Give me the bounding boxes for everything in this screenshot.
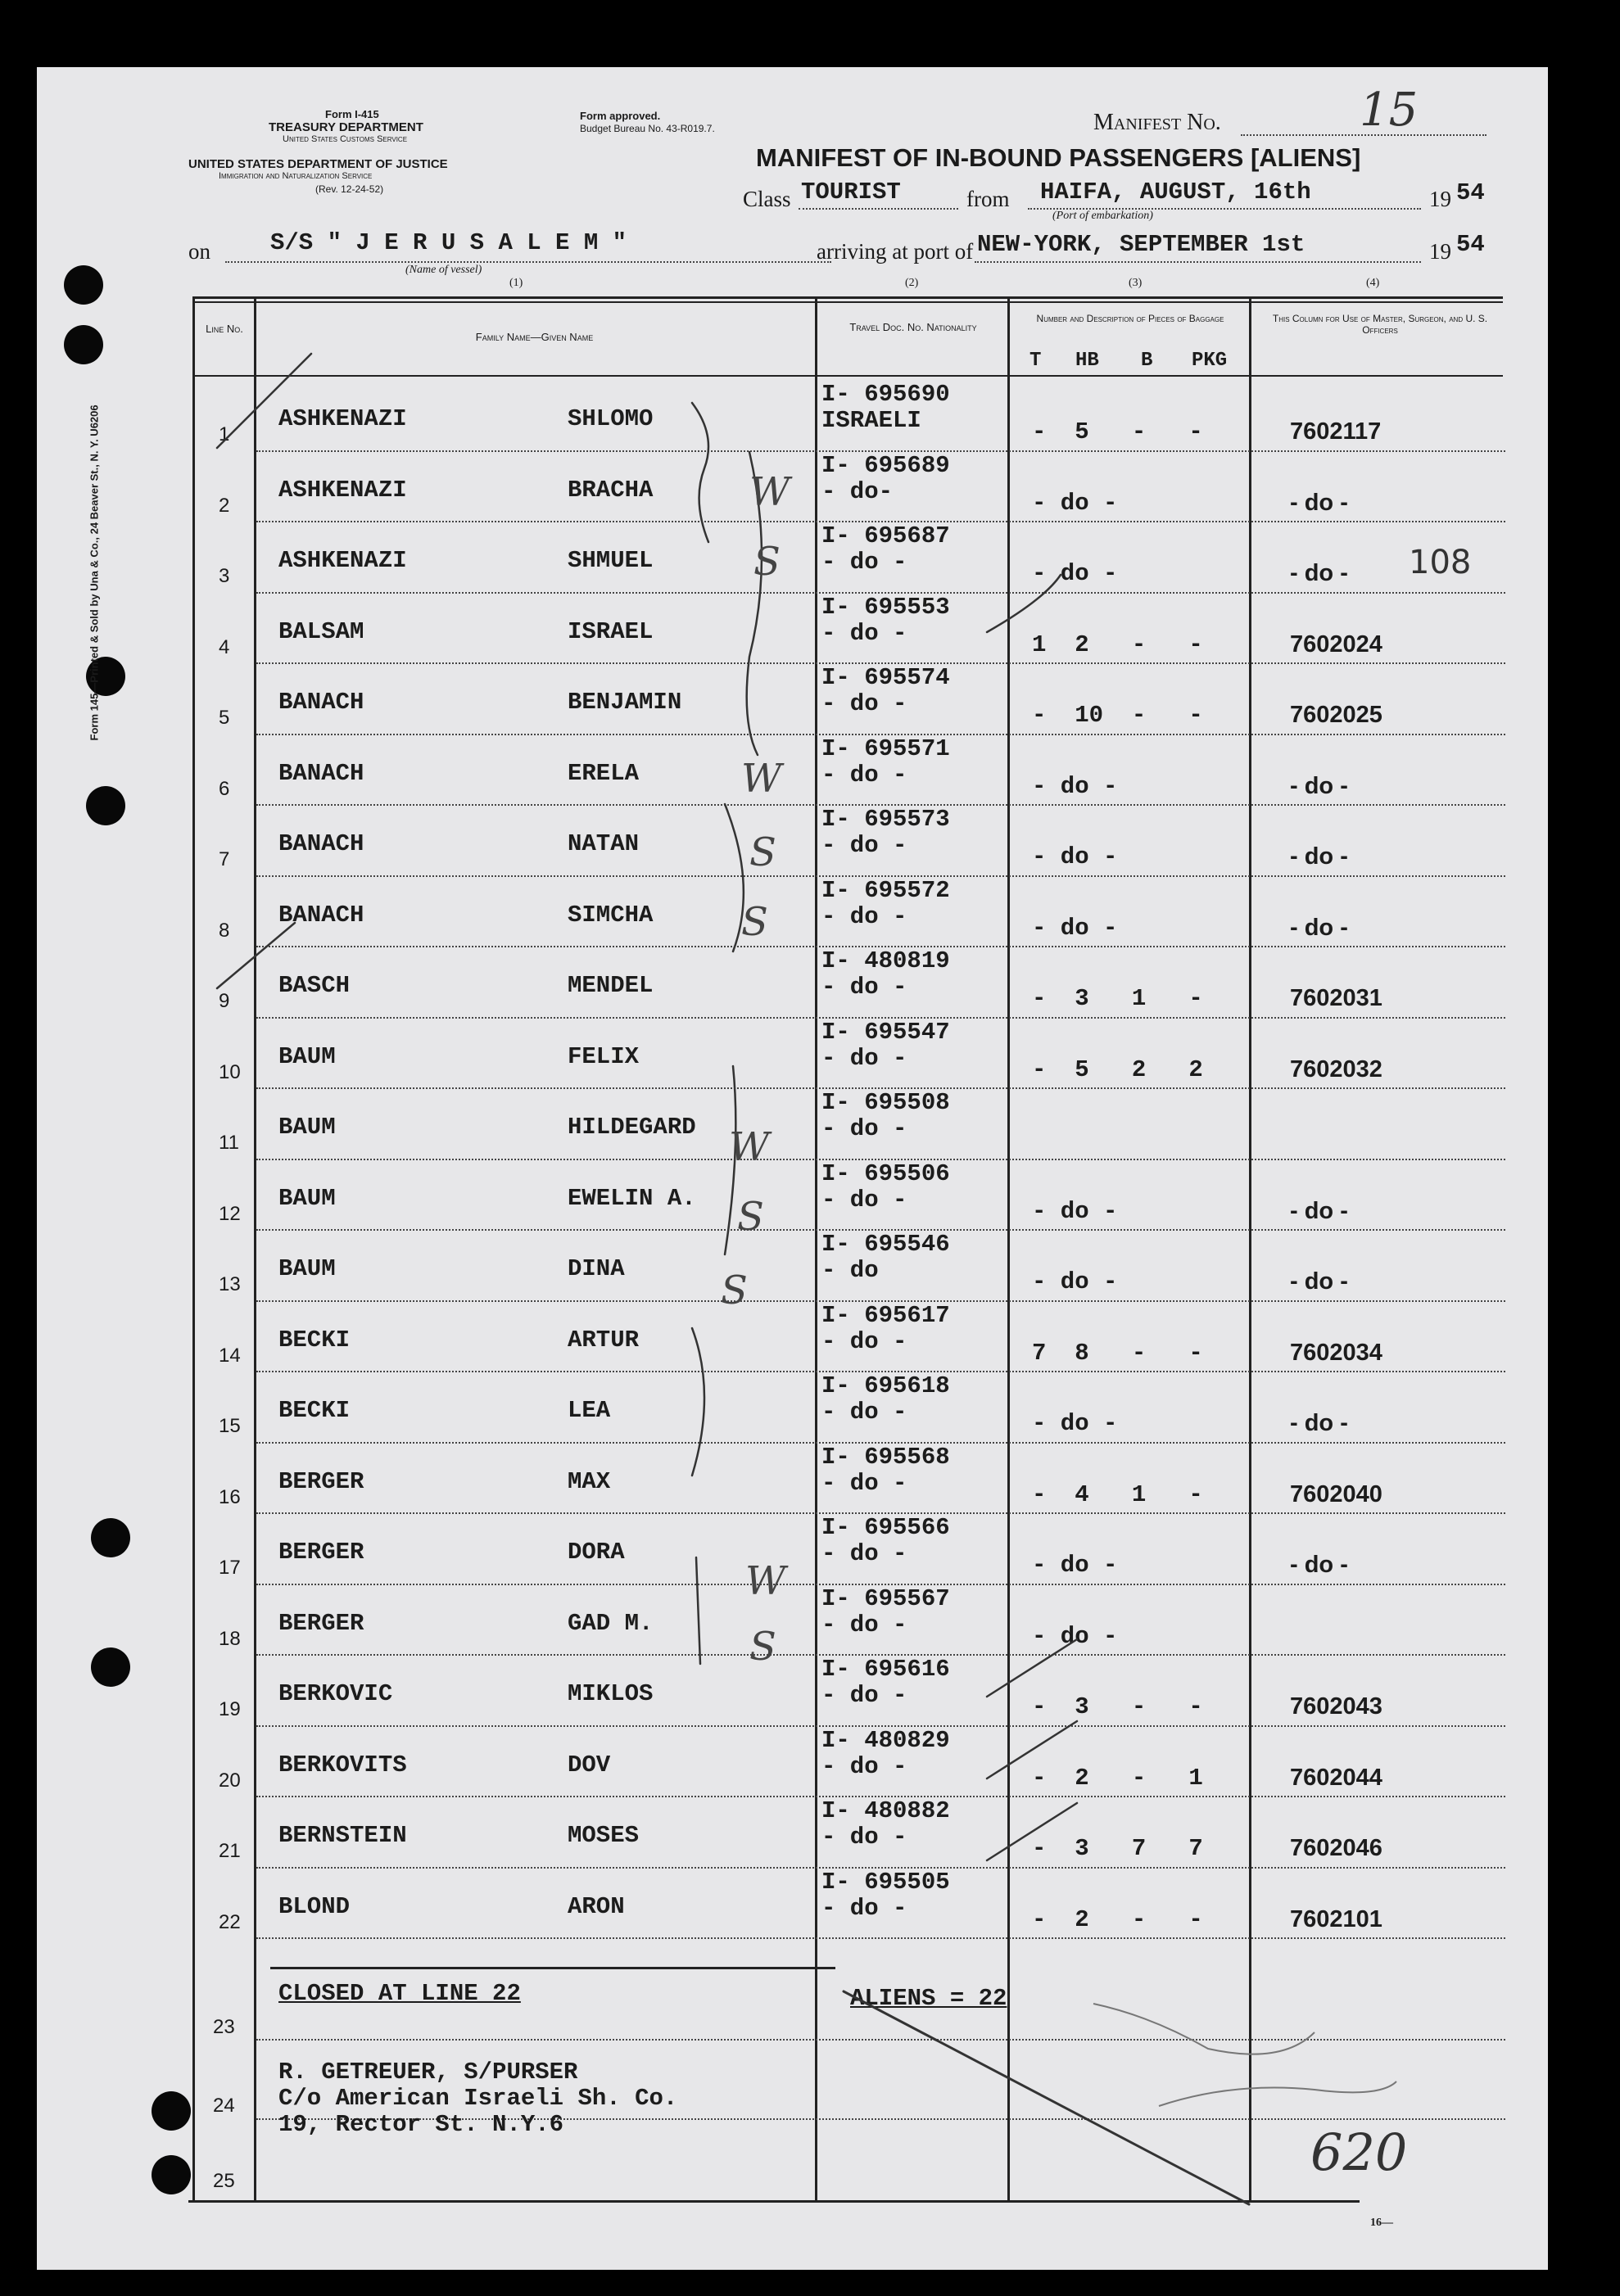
- side-print-credit: Form 145—Printed & Sold by Una & Co., 24 Beaver St., N. Y. U6206: [88, 405, 101, 741]
- nationality: - do -: [821, 690, 907, 717]
- line-number: 20: [219, 1769, 241, 1792]
- manifest-no-label: Manifest No.: [1093, 110, 1221, 135]
- family-name: BANACH: [278, 689, 364, 716]
- handwritten-108: 108: [1409, 544, 1472, 581]
- given-name: MIKLOS: [568, 1680, 654, 1707]
- officer-note: - do -: [1290, 1552, 1348, 1578]
- line-number: 1: [219, 423, 230, 445]
- handwritten-s-5: S: [721, 1268, 748, 1313]
- travel-doc-no: I- 695546: [821, 1231, 950, 1258]
- family-name: BECKI: [278, 1326, 351, 1354]
- baggage-count: 1 2 - -: [1032, 630, 1203, 658]
- manifest-title: MANIFEST OF IN-BOUND PASSENGERS [ALIENS]: [756, 143, 1361, 172]
- baggage-col-b: B: [1141, 350, 1153, 372]
- revision: (Rev. 12-24-52): [315, 183, 384, 195]
- travel-doc-no: I- 480882: [821, 1797, 950, 1824]
- handwritten-markings: [37, 67, 1548, 2270]
- travel-doc-no: I- 695616: [821, 1656, 950, 1683]
- header-name: Family Name—Given Name: [475, 331, 594, 343]
- manifest-page: [37, 67, 1548, 2270]
- family-name: BLOND: [278, 1892, 351, 1920]
- on-label: on: [188, 239, 210, 264]
- baggage-col-hb: HB: [1075, 350, 1099, 372]
- justice-dept: UNITED STATES DEPARTMENT OF JUSTICE: [188, 157, 448, 171]
- line-number: 6: [219, 777, 230, 800]
- handwritten-s-2: S: [749, 829, 776, 875]
- baggage-count: - 3 7 7: [1032, 1835, 1203, 1862]
- given-name: SHMUEL: [568, 547, 654, 574]
- year-value-2: 54: [1456, 231, 1485, 258]
- baggage-col-t: T: [1029, 350, 1042, 372]
- nationality: - do -: [821, 974, 907, 1001]
- travel-doc-no: I- 695689: [821, 451, 950, 479]
- baggage-count: - 5 2 2: [1032, 1055, 1203, 1083]
- handwritten-s-4: S: [737, 1194, 764, 1240]
- family-name: BALSAM: [278, 617, 364, 645]
- officer-note: - do -: [1290, 1197, 1348, 1224]
- handwritten-620: 620: [1310, 2122, 1408, 2182]
- line-number: 7: [219, 848, 230, 870]
- family-name: BECKI: [278, 1397, 351, 1424]
- nationality: - do -: [821, 1044, 907, 1072]
- given-name: BRACHA: [568, 476, 654, 504]
- officer-note: 7602046: [1290, 1835, 1382, 1861]
- baggage-count: - do -: [1032, 1622, 1118, 1650]
- header-travel-doc: Travel Doc. No. Nationality: [849, 321, 977, 333]
- officer-note: 7602043: [1290, 1693, 1382, 1720]
- travel-doc-no: I- 695505: [821, 1868, 950, 1896]
- line-number-25: 25: [213, 2170, 235, 2192]
- baggage-count: - do -: [1032, 1552, 1118, 1579]
- line-number: 12: [219, 1202, 241, 1225]
- baggage-count: - 3 - -: [1032, 1693, 1203, 1720]
- officer-note: 7602032: [1290, 1055, 1382, 1082]
- closed-at-line: CLOSED AT LINE 22: [278, 1980, 521, 2007]
- year-value: 54: [1456, 179, 1485, 206]
- baggage-count: - do -: [1032, 1410, 1118, 1437]
- given-name: LEA: [568, 1397, 611, 1424]
- officer-note: - do -: [1290, 560, 1348, 586]
- line-number: 5: [219, 707, 230, 729]
- handwritten-w-2: W: [741, 756, 782, 802]
- given-name: ERELA: [568, 759, 640, 787]
- given-name: EWELIN A.: [568, 1184, 696, 1212]
- family-name: BAUM: [278, 1114, 336, 1141]
- travel-doc-no: I- 695687: [821, 522, 950, 549]
- travel-doc-no: I- 695690: [821, 381, 950, 408]
- from-label: from: [966, 187, 1010, 211]
- officer-note: 7602101: [1290, 1905, 1382, 1932]
- nationality: - do -: [821, 1752, 907, 1780]
- col-num-4: (4): [1366, 277, 1380, 289]
- given-name: NATAN: [568, 830, 640, 857]
- travel-doc-no: I- 695574: [821, 664, 950, 691]
- officer-note: 7602117: [1290, 418, 1382, 445]
- purser-name: R. GETREUER, S/PURSER: [278, 2059, 578, 2086]
- nationality: - do -: [821, 761, 907, 789]
- given-name: HILDEGARD: [568, 1114, 696, 1141]
- travel-doc-no: I- 695547: [821, 1018, 950, 1046]
- officer-note: - do -: [1290, 843, 1348, 870]
- officer-note: - do -: [1290, 1410, 1348, 1436]
- vessel-name: S/S " J E R U S A L E M ": [270, 229, 627, 256]
- travel-doc-no: I- 695553: [821, 593, 950, 621]
- embarkation-caption: (Port of embarkation): [1052, 210, 1153, 222]
- travel-doc-no: I- 695508: [821, 1089, 950, 1116]
- budget-bureau: Budget Bureau No. 43-R019.7.: [580, 123, 715, 134]
- nationality: - do -: [821, 1186, 907, 1214]
- family-name: BANACH: [278, 759, 364, 787]
- baggage-count: - do -: [1032, 843, 1118, 870]
- page-footer-number: 16—: [1370, 2217, 1393, 2229]
- nationality: - do -: [821, 1894, 907, 1922]
- travel-doc-no: I- 695568: [821, 1443, 950, 1471]
- manifest-number: 15: [1360, 84, 1419, 137]
- class-label: Class: [743, 187, 791, 211]
- handwritten-w-3: W: [729, 1124, 770, 1170]
- handwritten-s-3: S: [741, 899, 768, 945]
- family-name: BERGER: [278, 1539, 364, 1566]
- officer-note: - do -: [1290, 1268, 1348, 1295]
- from-value: HAIFA, AUGUST, 16th: [1040, 179, 1311, 206]
- nationality: ISRAELI: [821, 407, 921, 434]
- baggage-count: 7 8 - -: [1032, 1339, 1203, 1367]
- officer-note: 7602034: [1290, 1339, 1382, 1366]
- family-name: ASHKENAZI: [278, 476, 407, 504]
- given-name: MAX: [568, 1467, 611, 1495]
- given-name: DINA: [568, 1255, 625, 1282]
- baggage-count: - do -: [1032, 914, 1118, 942]
- officer-note: - do -: [1290, 772, 1348, 799]
- line-number: 11: [219, 1132, 239, 1154]
- nationality: - do: [821, 1257, 879, 1284]
- family-name: BAUM: [278, 1042, 336, 1070]
- ins-service: Immigration and Naturalization Service: [219, 171, 373, 181]
- family-name: BERGER: [278, 1467, 364, 1495]
- baggage-count: - 4 1 -: [1032, 1480, 1203, 1508]
- purser-address: 19, Rector St. N.Y.6: [278, 2111, 564, 2138]
- given-name: BENJAMIN: [568, 689, 682, 716]
- travel-doc-no: I- 480819: [821, 947, 950, 974]
- travel-doc-no: I- 695573: [821, 806, 950, 833]
- travel-doc-no: I- 695506: [821, 1159, 950, 1187]
- line-number: 18: [219, 1627, 241, 1650]
- officer-note: 7602040: [1290, 1480, 1382, 1507]
- baggage-count: - 2 - 1: [1032, 1764, 1203, 1792]
- col-num-2: (2): [905, 277, 919, 289]
- travel-doc-no: I- 695571: [821, 734, 950, 762]
- family-name: BAUM: [278, 1184, 336, 1212]
- travel-doc-no: I- 695566: [821, 1514, 950, 1541]
- family-name: ASHKENAZI: [278, 405, 407, 432]
- travel-doc-no: I- 695572: [821, 876, 950, 904]
- officer-note: 7602044: [1290, 1764, 1382, 1791]
- family-name: BERKOVITS: [278, 1751, 407, 1778]
- year-prefix-2: 19: [1429, 239, 1451, 264]
- baggage-count: - 2 - -: [1032, 1905, 1203, 1933]
- line-number: 4: [219, 635, 230, 658]
- handwritten-w: W: [749, 469, 790, 515]
- family-name: BASCH: [278, 972, 351, 999]
- line-number: 17: [219, 1557, 241, 1579]
- header-baggage: Number and Description of Pieces of Baggage: [1036, 313, 1224, 324]
- given-name: MOSES: [568, 1822, 640, 1849]
- family-name: BANACH: [278, 830, 364, 857]
- family-name: BAUM: [278, 1255, 336, 1282]
- nationality: - do -: [821, 902, 907, 930]
- officer-note: - do -: [1290, 914, 1348, 941]
- travel-doc-no: I- 695567: [821, 1584, 950, 1612]
- nationality: - do -: [821, 1115, 907, 1142]
- family-name: BERKOVIC: [278, 1680, 393, 1707]
- line-number: 10: [219, 1060, 241, 1083]
- given-name: SIMCHA: [568, 901, 654, 929]
- given-name: ARTUR: [568, 1326, 640, 1354]
- nationality: - do -: [821, 549, 907, 576]
- nationality: - do -: [821, 1327, 907, 1355]
- travel-doc-no: I- 695618: [821, 1372, 950, 1399]
- baggage-count: - do -: [1032, 489, 1118, 517]
- given-name: ISRAEL: [568, 617, 654, 645]
- nationality: - do -: [821, 1611, 907, 1638]
- travel-doc-no: I- 695617: [821, 1301, 950, 1329]
- line-number: 22: [219, 1910, 241, 1933]
- line-number: 2: [219, 494, 230, 517]
- given-name: FELIX: [568, 1042, 640, 1070]
- baggage-count: - 5 - -: [1032, 418, 1203, 445]
- nationality: - do -: [821, 619, 907, 647]
- line-number: 8: [219, 919, 230, 942]
- purser-company: C/o American Israeli Sh. Co.: [278, 2085, 678, 2112]
- nationality: - do -: [821, 1682, 907, 1709]
- handwritten-s: S: [753, 539, 781, 585]
- header-officers: This Column for Use of Master, Surgeon, and U. S. Officers: [1272, 313, 1488, 336]
- family-name: BANACH: [278, 901, 364, 929]
- customs-service: United States Customs Service: [283, 134, 408, 144]
- line-number: 3: [219, 565, 230, 587]
- baggage-count: - 10 - -: [1032, 702, 1203, 729]
- given-name: ARON: [568, 1892, 625, 1920]
- arriving-label: arriving at port of: [817, 239, 974, 264]
- year-prefix: 19: [1429, 187, 1451, 211]
- travel-doc-no: I- 480829: [821, 1726, 950, 1754]
- given-name: DOV: [568, 1751, 611, 1778]
- line-number: 14: [219, 1344, 241, 1367]
- nationality: - do-: [821, 477, 894, 505]
- nationality: - do -: [821, 1540, 907, 1567]
- treasury-dept: TREASURY DEPARTMENT: [269, 120, 423, 134]
- given-name: GAD M.: [568, 1609, 654, 1637]
- line-number: 19: [219, 1698, 241, 1720]
- nationality: - do -: [821, 1399, 907, 1426]
- aliens-total: ALIENS = 22: [850, 1985, 1007, 2012]
- nationality: - do -: [821, 1824, 907, 1851]
- family-name: BERNSTEIN: [278, 1822, 407, 1849]
- line-number: 13: [219, 1273, 241, 1295]
- family-name: ASHKENAZI: [278, 547, 407, 574]
- given-name: DORA: [568, 1539, 625, 1566]
- form-number: Form I-415: [325, 108, 379, 120]
- officer-note: 7602024: [1290, 630, 1382, 658]
- baggage-count: - do -: [1032, 560, 1118, 587]
- nationality: - do -: [821, 832, 907, 859]
- baggage-count: - do -: [1032, 772, 1118, 800]
- line-number: 15: [219, 1415, 241, 1437]
- handwritten-s-6: S: [749, 1624, 776, 1670]
- form-approved: Form approved.: [580, 110, 661, 122]
- baggage-col-pkg: PKG: [1192, 350, 1228, 372]
- handwritten-w-4: W: [745, 1558, 786, 1604]
- class-value: TOURIST: [801, 179, 901, 206]
- line-number-24: 24: [213, 2095, 235, 2117]
- baggage-count: - 3 1 -: [1032, 985, 1203, 1012]
- baggage-count: - do -: [1032, 1268, 1118, 1295]
- baggage-count: - do -: [1032, 1197, 1118, 1225]
- line-number: 16: [219, 1485, 241, 1508]
- officer-note: - do -: [1290, 489, 1348, 516]
- arrival-port: NEW-YORK, SEPTEMBER 1st: [977, 231, 1306, 258]
- family-name: BERGER: [278, 1609, 364, 1637]
- officer-note: 7602025: [1290, 702, 1382, 728]
- line-number: 21: [219, 1840, 241, 1862]
- col-num-1: (1): [509, 277, 523, 289]
- line-number: 9: [219, 990, 230, 1012]
- header-line-no: Line No.: [206, 323, 243, 335]
- vessel-caption: (Name of vessel): [405, 264, 482, 276]
- nationality: - do -: [821, 1469, 907, 1497]
- col-num-3: (3): [1129, 277, 1143, 289]
- line-number-23: 23: [213, 2016, 235, 2038]
- officer-note: 7602031: [1290, 985, 1382, 1011]
- given-name: MENDEL: [568, 972, 654, 999]
- given-name: SHLOMO: [568, 405, 654, 432]
